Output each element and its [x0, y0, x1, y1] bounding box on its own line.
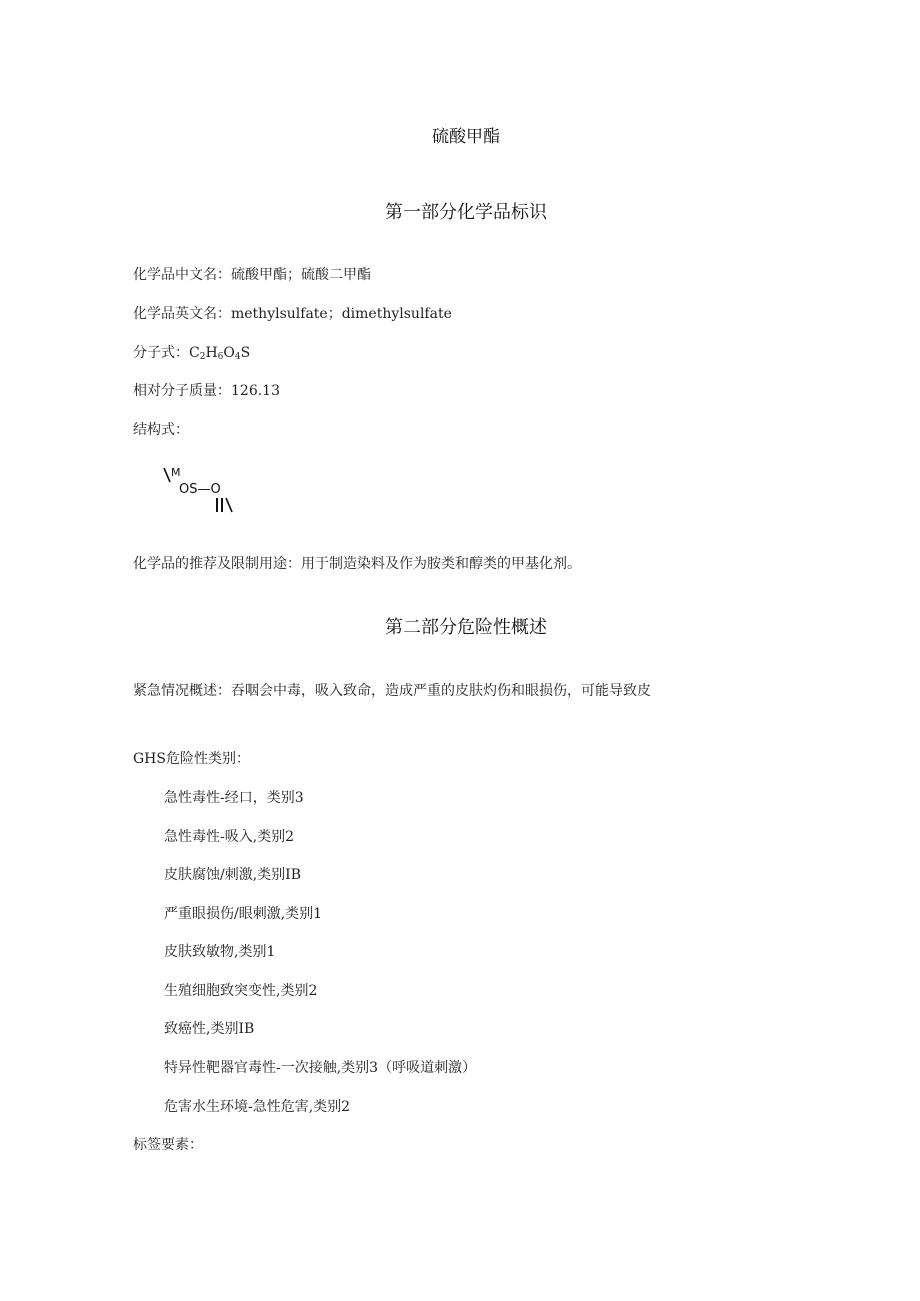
usage-line: 化学品的推荐及限制用途：用于制造染料及作为胺类和醇类的甲基化剂。: [133, 556, 581, 572]
molecular-mass-line: 相对分子质量：126.13: [133, 383, 280, 399]
formula-h: H: [205, 345, 218, 361]
ghs-item: 严重眼损伤/眼刺激,类别1: [164, 906, 323, 922]
ghs-item: 皮肤致敏物,类别1: [164, 944, 276, 960]
formula-label: 分子式：: [133, 345, 189, 361]
structural-formula: [160, 462, 280, 522]
formula-o-count: 4: [234, 352, 241, 362]
ghs-item: 特异性靶器官毒性-一次接触,类别3（呼吸道刺激）: [164, 1060, 477, 1076]
formula-line: [133, 342, 250, 362]
document-title: 硫酸甲酯: [432, 127, 500, 147]
formula-h-count: 6: [217, 352, 224, 362]
ghs-item: 致癌性,类别IB: [164, 1021, 255, 1037]
section-1-title: 第一部分化学品标识: [385, 202, 547, 223]
ghs-item: 生殖细胞致突变性,类别2: [164, 983, 318, 999]
ghs-item: 皮肤腐蚀/刺激,类别IB: [164, 867, 301, 883]
chinese-name-line: 化学品中文名：硫酸甲酯；硫酸二甲酯: [133, 267, 371, 283]
formula-c-count: 2: [199, 352, 206, 362]
formula-s: S: [240, 345, 251, 361]
structure-label: 结构式：: [133, 422, 189, 438]
bond-line-upper-left: [164, 468, 170, 482]
emergency-overview-line: 紧急情况概述：吞咽会中毒，吸入致命，造成严重的皮肤灼伤和眼损伤，可能导致皮: [133, 683, 651, 699]
label-elements-line: 标签要素：: [133, 1137, 203, 1153]
formula-o: O: [223, 345, 235, 361]
bond-line-lower-right: [226, 498, 232, 512]
structure-mark: M: [171, 466, 181, 479]
ghs-item: 危害水生环境-急性危害,类别2: [164, 1099, 351, 1115]
section-2-title: 第二部分危险性概述: [385, 617, 547, 638]
english-name-line: 化学品英文名：methylsulfate；dimethylsulfate: [133, 306, 452, 322]
ghs-label: GHS危险性类别：: [133, 751, 250, 767]
formula-c: C: [189, 345, 200, 361]
ghs-item: 急性毒性-吸入,类别2: [164, 829, 295, 845]
ghs-item: 急性毒性-经口，类别3: [164, 790, 304, 806]
structure-chain: OS—O: [179, 482, 221, 497]
